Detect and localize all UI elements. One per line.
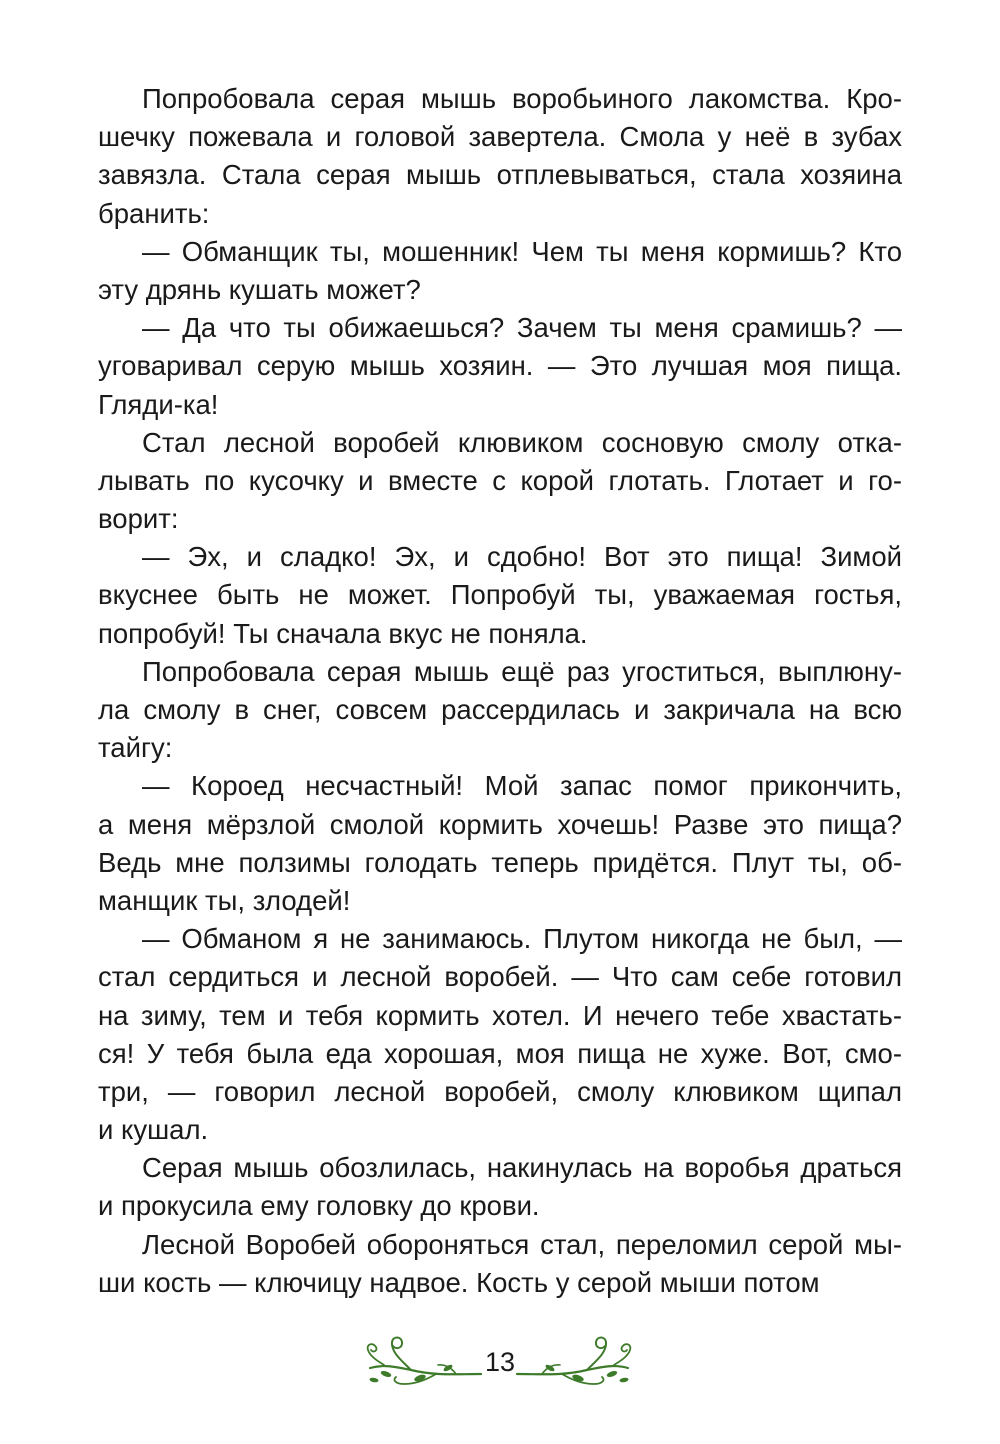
paragraph [98,1226,902,1302]
text-line: завязла. Стала серая мышь отплевываться, стала хозяина [98,159,902,191]
text-line: а меня мёрзлой смолой кормить хочешь! Разве это пища? [98,808,902,840]
text-line: ши кость — ключицу надвое. Кость у серой мыши потом [98,1266,820,1298]
page-footer [0,1328,1000,1398]
text-line: Стал лесной воробей клювиком сосновую смолу отка- [142,426,902,458]
text-line: бранить: [98,197,210,229]
text-line: и кушал. [98,1114,209,1146]
vine-flourish-icon [356,1334,486,1394]
paragraph [98,920,902,1149]
text-line: эту дрянь кушать может? [98,273,421,305]
text-line: Попробовала серая мышь ещё раз угоститься, выплюну- [142,655,902,687]
text-line: — Короед несчастный! Мой запас помог прикончить, [142,770,902,802]
text-line: — Да что ты обижаешься? Зачем ты меня срамишь? — [142,312,902,344]
text-line: тайгу: [98,732,173,764]
text-line: Серая мышь обозлилась, накинулась на воробья драться [142,1152,902,1184]
text-line: вкуснее быть не может. Попробуй ты, уважаемая гостья, [98,579,902,611]
paragraph [98,424,902,539]
page-number: 13 [484,1347,516,1377]
text-line: — Обманом я не занимаюсь. Плутом никогда не был, — [142,923,902,955]
text-line: — Эх, и сладко! Эх, и сдобно! Вот это пища! Зимой [142,541,902,573]
vine-flourish-icon [512,1334,642,1394]
text-line: уговаривал серую мышь хозяин. — Это лучшая моя пища. [98,350,902,382]
text-line: ворит: [98,503,179,535]
text-line: на зиму, тем и тебя кормить хотел. И нечего тебе хвастать- [98,999,902,1031]
text-line: Ведь мне ползимы голодать теперь придётся. Плут ты, об- [98,846,902,878]
page-body-text [98,80,902,1302]
paragraph [98,309,902,424]
text-line: попробуй! Ты сначала вкус не поняла. [98,617,588,649]
text-line: — Обманщик ты, мошенник! Чем ты меня кормишь? Кто [142,235,902,267]
text-line: Гляди-ка! [98,388,219,420]
text-line: три, — говорил лесной воробей, смолу клювиком щипал [98,1075,902,1107]
text-line: и прокусила ему головку до крови. [98,1190,540,1222]
paragraph [98,767,902,920]
text-line: ся! У тебя была еда хорошая, моя пища не хуже. Вот, смо- [98,1037,902,1069]
text-line: Попробовала серая мышь воробьиного лакомства. Кро- [142,83,902,114]
paragraph [98,653,902,768]
text-line: шечку пожевала и головой завертела. Смола у неё в зубах [98,121,902,153]
text-line: стал сердиться и лесной воробей. — Что сам себе готовил [98,961,902,993]
paragraph [98,1149,902,1225]
text-line: лывать по кусочку и вместе с корой глотать. Глотает и го- [98,464,902,496]
paragraph [98,80,902,233]
paragraph [98,233,902,309]
text-line: манщик ты, злодей! [98,884,351,916]
paragraph [98,538,902,653]
text-line: Лесной Воробей обороняться стал, переломил серой мы- [142,1228,902,1260]
text-line: ла смолу в снег, совсем рассердилась и закричала на всю [98,694,902,725]
